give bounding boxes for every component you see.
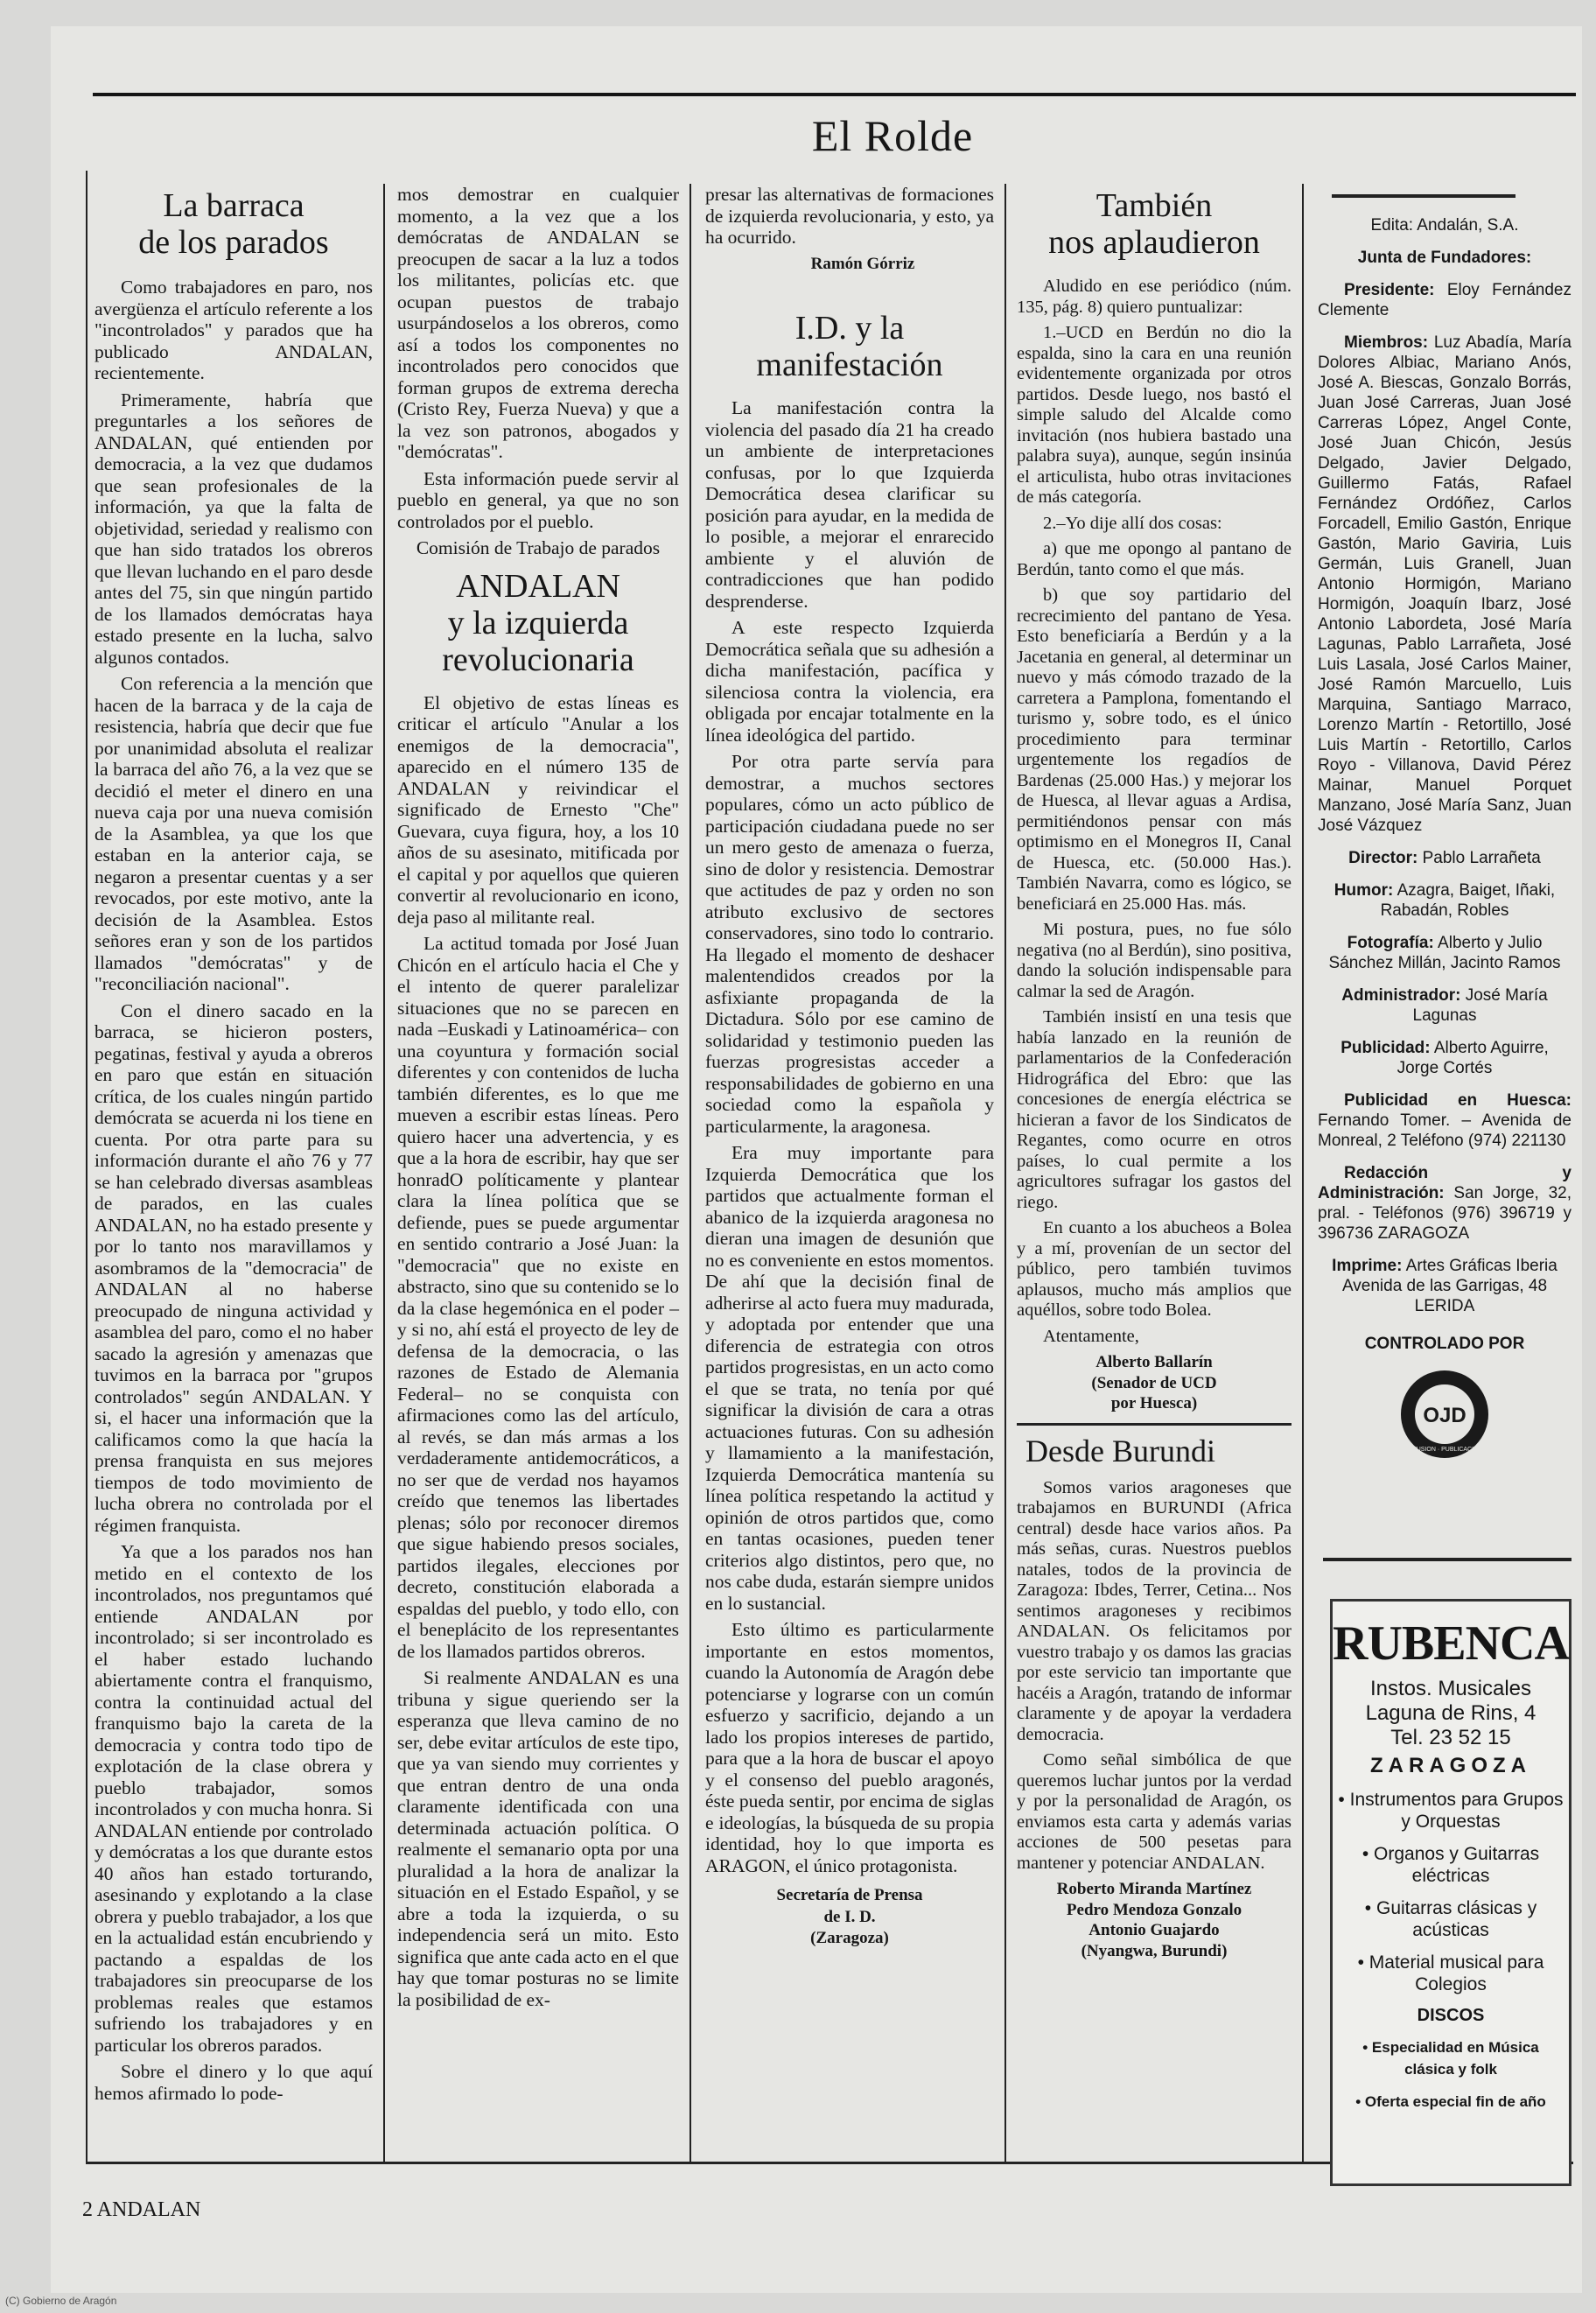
- masthead: [1318, 215, 1572, 1468]
- column-3: [705, 184, 994, 1950]
- signature-burundi: Roberto Miranda Martínez Pedro Mendoza Gonzalo Antonio Guajardo (Nyangwa, Burundi): [1056, 1880, 1252, 1960]
- masthead-fotografia: Fotografía: Alberto y Julio Sánchez Millán, Jacinto Ramos: [1328, 934, 1561, 972]
- headline-andalan-izquierda: ANDALAN y la izquierda revolucionaria: [442, 567, 634, 678]
- rubenca-advertisement: [1330, 1599, 1572, 2186]
- paragraph: Mi postura, pues, no fue sólo negativa (no al Berdún), sino positiva, dando la solución indispensable para calmar la sed de Aragón.: [1017, 920, 1292, 1001]
- column-rule-3: [1004, 184, 1006, 2162]
- masthead-presidente: Presidente: Eloy Fernández Clemente: [1318, 281, 1572, 319]
- ad-brand: RUBENCA: [1333, 1616, 1569, 1671]
- ojd-seal-icon: [1396, 1366, 1493, 1462]
- ad-item: • Instrumentos para Grupos y Orquestas: [1338, 1790, 1564, 1832]
- column-4: [1017, 184, 1292, 1961]
- image-credit: (C) Gobierno de Aragón: [5, 2295, 117, 2307]
- paragraph: b) que soy partidario del recrecimiento del pantano de Yesa. Esto beneficiaría a Berdún y a la Jacetania en general, al determinar un nuevo y más cómodo trazado de la carretera a Pamplona, fomentando el turismo y, sobre todo, es el único procedimiento para terminar urgentemente los regadíos de Bardenas (25.000 Has.) y mejorar los de Huesca, al llevar aguas a Ardisa, permitiéndonos pensar con más optimismo en el Monegros II, Canal de Huesca, etc. (50.000 Has.). También Navarra, como es lógico, se beneficiará en 25.000 Has. más.: [1017, 585, 1292, 914]
- headline-burundi: Desde Burundi: [1026, 1433, 1215, 1468]
- paragraph: Esto último es particularmente importante en estos momentos, cuando la Autonomía de Aragón debe potenciarse y lograrse con un común esfuerzo y sacrificio, dejando a un lado los propios intereses de partido, para que a la hora de buscar el apoyo y el consenso del pueblo aragonés, éste pueda sentir, por encima de siglas e ideologías, la búsqueda de su propia identidad, hoy lo que importa es ARAGON, el único protagonista.: [705, 1619, 994, 1876]
- paragraph: La actitud tomada por José Juan Chicón en el artículo hacia el Che y el intento de querer paralelizar situaciones que no se parecen en nada –Euskadi y Latinoamérica– con una coyuntura y formación social diferentes y con contenidos de lucha también diferentes, es lo que me mueven a escribir estas líneas. Pero quiero hacer una advertencia, y es que a la hora de escribir, hay que ser honradO políticamente y plantear clara la línea política que se defiende, pues se puede argumentar en sentido contrario a José Juan: la "democracia" que no existe en abstracto, sino que su contenido se lo da la clase hegemónica en el poder –y si no, ahí está el proyecto de ley de defensa de la democracia, o las razones de Estado de Alemania Federal– no se conquista con afirmaciones como las del artículo, al revés, se dan más armas a los verdaderamente antidemocráticos, a no ser que de verdad nos hayamos creído que tenemos las libertades plenas; sólo por reconocer diremos que sigue habiendo presos sociales, partidos ilegales, elecciones por decreto, constitución elaborada a espaldas del pueblo, y todo ello, con el beneplácito de los representantes de los llamados partidos obreros.: [397, 933, 679, 1662]
- paragraph: Con el dinero sacado en la barraca, se hicieron posters, pegatinas, festival y ayuda a obreros en paro que están en situación crítica, de los cuales ningún partido demócrata se acuerda ni los tiene en cuenta. Por otra parte para su información durante el año 76 y 77 se han celebrado diversas asambleas de parados, en las cuales ANDALAN, no ha estado presente y por lo tanto nos maravillamos y asombramos de la "democracia" de ANDALAN al no haberse preocupado de ninguna actividad y asamblea del paro, como el no haber sacado la agresión y amenazas que tuvimos en la barraca por "grupos controlados" según ANDALAN. Y si, el hacer una información que la calificamos como la que hacía la prensa franquista en sus mejores tiempos de todo movimiento de lucha obrera no controlada por el régimen franquista.: [94, 999, 373, 1536]
- paragraph: Por otra parte servía para demostrar, a muchos sectores populares, cómo un acto público de participación ciudadana puede no ser un mero gesto de amenaza o fuerza, sino de dolor y resistencia. Demostrar que actitudes de paz y orden no son atributo exclusivo de sectores conservadores, sino todo lo contrario. Ha llegado el momento de deshacer malentendidos creados por la asfixiante propaganda de la Dictadura. Sólo por ese camino de solidaridad y testimonio pueden las fuerzas progresistas acceder a responsabilidades de gobierno en una sociedad como la española y particularmente, la aragonesa.: [705, 751, 994, 1137]
- signature-ballarin: Alberto Ballarín (Senador de UCD por Huesca): [1091, 1353, 1217, 1412]
- separator: [1017, 1423, 1292, 1426]
- signature-id: Secretaría de Prensa de I. D. (Zaragoza): [776, 1886, 923, 1947]
- ad-item: • Oferta especial fin de año: [1355, 2093, 1546, 2110]
- article-barraca: [94, 184, 373, 2109]
- masthead-bottom-rule: [1323, 1558, 1572, 1561]
- section-title: El Rolde: [811, 111, 974, 160]
- paragraph: La manifestación contra la violencia del pasado día 21 ha creado un ambiente de interpretaciones confusas, por lo que Izquierda Democrática desea clarificar su posición para ayudar, en la medida de lo posible, a mejorar el enrarecido ambiente y el aluvión de contradicciones que han podido desprenderse.: [705, 397, 994, 612]
- signature-comision: Comisión de Trabajo de parados: [416, 537, 661, 558]
- masthead-humor: Humor: Azagra, Baiget, Iñaki, Rabadán, Robles: [1334, 881, 1556, 920]
- paragraph: Atentamente,: [1043, 1326, 1139, 1346]
- ad-item: • Organos y Guitarras eléctricas: [1362, 1844, 1540, 1886]
- column-rule-1: [383, 184, 385, 2162]
- masthead-junta: Junta de Fundadores:: [1357, 249, 1532, 267]
- ad-item: • Material musical para Colegios: [1357, 1952, 1544, 1994]
- headline-id-manifestacion: I.D. y la manifestación: [756, 310, 943, 383]
- paragraph: Con referencia a la mención que hacen de la barraca y de la caja de resistencia, habría que decir que fue por unanimidad absoluta el realizar la barraca del año 76, a la vez que se decidió el meter el dinero en una nueva caja por una nueva comisión de la Asamblea, ya que los que estaban en la anterior caja, se negaron a presentar cuentas y a ser revocados, por este motivo, ante la decisión de la Asamblea. Estos señores eran y son de los partidos llamados "demócratas" y de "reconciliación nacional".: [94, 673, 373, 994]
- ad-line: Instos. Musicales: [1369, 1677, 1532, 1700]
- masthead-edita: Edita: Andalán, S.A.: [1370, 216, 1519, 235]
- paragraph: A este respecto Izquierda Democrática señala que su adhesión a dicha manifestación, pacífica y silenciosa contra la violencia, era obligada por encajar totalmente en la línea ideológica del partido.: [705, 617, 994, 746]
- column-2: [397, 184, 679, 2015]
- paragraph: En cuanto a los abucheos a Bolea y a mí, provenían de un sector del público, pero también tuvimos aplausos, mucho más amplios que aquéllos, sobre todo Bolea.: [1017, 1218, 1292, 1320]
- column-rule-4: [1302, 184, 1304, 2162]
- paragraph: Era muy importante para Izquierda Democrática que los partidos que actualmente forman el abanico de la izquierda aragonesa no dieran una imagen de desunión que no es conveniente en estos momentos. De ahí que la decisión final de adherirse al acto fuera muy madurada, y adoptada por entender que una diferencia de estrategia con otros partidos progresistas, en un acto como el que se trata, no tenía por qué significar la división de cara a otras actuaciones futuras. Con su adhesión y llamamiento a la manifestación, Izquierda Democrática mantenía su línea política respetando la actitud y opinión de otros partidos que, como en tantas ocasiones, pueden tener criterios algo distintos, pero que, no nos cabe duda, estarán siempre unidos en lo sustancial.: [705, 1142, 994, 1614]
- ad-item: • Especialidad en Música clásica y folk: [1362, 2039, 1539, 2078]
- ad-item: • Guitarras clásicas y acústicas: [1364, 1898, 1537, 1940]
- frame-left: [86, 171, 88, 2162]
- paragraph: Primeramente, habría que preguntarles a los señores de ANDALAN, qué entienden por democracia, a la vez que dudamos que sean profesionales de la información, ya que la falta de objetividad, seriedad y realismo con que han sido tratados los obreros que llevan luchando en el paro desde antes del 75, sin que ningún partido de los llamados demócratas haya estado presente en la lucha, salvo algunos contados.: [94, 389, 373, 668]
- paragraph: Aludido en ese periódico (núm. 135, pág. 8) quiero puntualizar:: [1017, 277, 1292, 317]
- signature-gorriz: Ramón Górriz: [810, 254, 915, 273]
- paragraph: Somos varios aragoneses que trabajamos en BURUNDI (Africa central) desde hace varios años. Pa más señas, curas. Nuestros pueblos natales, todos de la provincia de Zaragoza: Ibdes, Terrer, Cetina... Nos sentimos aragoneses y recibimos ANDALAN. Os felicitamos por vuestro trabajo y os damos las gracias por este servicio tan importante que hacéis a Aragón, tratando de informar claramente y de apoyar la verdadera democracia.: [1017, 1477, 1292, 1744]
- paragraph: Si realmente ANDALAN es una tribuna y sigue queriendo ser la esperanza que lleva camino de no ser, debe evitar artículos de este tipo, que ya van siendo muy corrientes y que entran dentro de una onda claramente identificada con una determinada actuación política. O realmente el semanario opta por una pluralidad a la hora de analizar la situación en el Estado Español, y se abre a toda la izquierda, o su independencia será un mito. Esto significa que ante cada acto en el que hay que tomar posturas no se limite la posibilidad de ex-: [397, 1667, 679, 2010]
- paragraph: presar las alternativas de formaciones de izquierda revolucionaria, y esto, ya ha ocurrido.: [705, 184, 994, 248]
- ojd-logo: [1318, 1366, 1572, 1468]
- masthead-publicidad: Publicidad: Alberto Aguirre, Jorge Cortés: [1340, 1039, 1549, 1077]
- masthead-miembros: Miembros: Luz Abadía, María Dolores Albiac, Mariano Anós, José A. Biescas, Gonzalo Borrás, Juan José Carreras, Juan José Carreras López, Angel Conte, José Juan Chicón, Jesús Delgado, Javier Delgado, Guillermo Fatás, Rafael Fernández Ordóñez, Carlos Forcadell, Emilio Gastón, Enrique Gastón, Mario Gaviria, Luis Germán, Luis Granell, Juan Antonio Hormigón, Mariano Hormigón, Joaquín Ibarz, José Antonio Labordeta, José María Lagunas, Pablo Larrañeta, José Luis Lasala, José Carlos Mainer, José Ramón Marcuello, Luis Marquina, Santiago Marraco, Lorenzo Martín - Retortillo, José Luis Martín - Retortillo, Carlos Royo - Villanova, David Pérez Mainar, Manuel Porquet Manzano, José María Sanz, Juan José Vázquez: [1318, 333, 1572, 835]
- masthead-director: Director: Pablo Larrañeta: [1348, 849, 1541, 867]
- paragraph: mos demostrar en cualquier momento, a la vez que a los demócratas de ANDALAN se preocupen de sacar a la luz a todos los militantes, policías etc. que ocupan puestos de trabajo usurpándoselos a los obreros, como así a todos los componentes no incontrolados pero conocidos que forman grupos de extrema derecha (Cristo Rey, Fuerza Nueva) y que a la vez son patronos, abogados y "demócratas".: [397, 184, 679, 462]
- masthead-rule: [1332, 194, 1516, 198]
- top-rule: [93, 93, 1576, 96]
- paragraph: a) que me opongo al pantano de Berdún, tanto como el que más.: [1017, 539, 1292, 579]
- masthead-publicidad-huesca: Publicidad en Huesca: Fernando Tomer. – Avenida de Monreal, 2 Teléfono (974) 221130: [1318, 1091, 1572, 1150]
- masthead-imprime: Imprime: Artes Gráficas Iberia Avenida de las Garrigas, 48 LERIDA: [1332, 1257, 1558, 1315]
- paragraph: El objetivo de estas líneas es criticar el artículo "Anular a los enemigos de la democracia", aparecido en el número 135 de ANDALAN y reivindicar el significado de Ernesto "Che" Guevara, cuya figura, hoy, a los 10 años de su asesinato, mitificada por el capital y por aquellos que quieren convertir al revolucionario en icono, deja paso al militante real.: [397, 691, 679, 928]
- masthead-redaccion: Redacción y Administración: San Jorge, 32, pral. - Teléfonos (976) 396719 y 396736 ZARAGOZA: [1318, 1164, 1572, 1243]
- paragraph: Ya que a los parados nos han metido en el contexto de los incontrolados, nos preguntamos qué entiende ANDALAN por incontrolado; si ser incontrolado es el haber estado luchando abiertamente contra el franquismo, contra la continuidad actual del franquismo bajo la careta de la democracia y contra todo tipo de explotación de la clase obrera y pueblo trabajador, somos incontrolados y con mucha honra. Si ANDALAN entiende por controlado y demócratas a los que durante estos 40 años han estado torturando, asesinando y explotando a la clase obrera y pueblo trabajador, a los que en la actualidad están encubriendo y pactando a espaldas de los trabajadores sin preocuparse de los problemas reales que estamos sufriendo los trabajadores y en particular los obreros parados.: [94, 1541, 373, 2056]
- headline-barraca: La barraca de los parados: [138, 187, 329, 261]
- paragraph: Esta información puede servir al pueblo en general, ya que no son controlados por el pueblo.: [397, 467, 679, 532]
- paragraph: Como trabajadores en paro, nos avergüenza el artículo referente a los "incontrolados" y parados que ha publicado ANDALAN, recientemente.: [94, 277, 373, 383]
- controlado-por: CONTROLADO POR: [1364, 1335, 1525, 1353]
- ad-address: Laguna de Rins, 4: [1365, 1701, 1536, 1725]
- column-rule-2: [690, 184, 691, 2162]
- svg-text:OJD: OJD: [1423, 1404, 1466, 1427]
- paragraph: 1.–UCD en Berdún no dio la espalda, sino la cara en una reunión evidentemente organizada por otros partidos. Desde luego, nos bastó el simple saludo del Alcalde como invitación (nos hubiera bastado una palabra suya), aunque, según insinúa el articulista, hubo otras invitaciones de más categoría.: [1017, 323, 1292, 507]
- headline-aplaudieron: También nos aplaudieron: [1048, 187, 1260, 261]
- ad-city: ZARAGOZA: [1370, 1754, 1531, 1777]
- ad-discos: DISCOS: [1417, 2006, 1485, 2025]
- page-footer: 2 ANDALAN: [82, 2198, 201, 2221]
- paragraph: Como señal simbólica de que queremos luchar juntos por la verdad y por la personalidad de Aragón, os enviamos esta carta y además varias acciones de 500 pesetas para mantener y potenciar ANDALAN.: [1017, 1750, 1292, 1873]
- masthead-administrador: Administrador: José María Lagunas: [1341, 986, 1548, 1025]
- ad-phone: Tel. 23 52 15: [1390, 1726, 1511, 1749]
- paragraph: Sobre el dinero y lo que aquí hemos afirmado lo pode-: [94, 2061, 373, 2104]
- paragraph: También insistí en una tesis que había lanzado en la reunión de parlamentarios de la Confederación Hidrográfica del Ebro: que las concesiones de energía eléctrica se hicieran a favor de los Sindicatos de Regantes, como ocurre en otros países, lo cual permite a los agricultores sufragar los gastos del riego.: [1017, 1007, 1292, 1212]
- svg-text:DIFUSION · PUBLICACION: DIFUSION · PUBLICACION: [1406, 1447, 1483, 1453]
- paragraph: 2.–Yo dije allí dos cosas:: [1043, 513, 1222, 533]
